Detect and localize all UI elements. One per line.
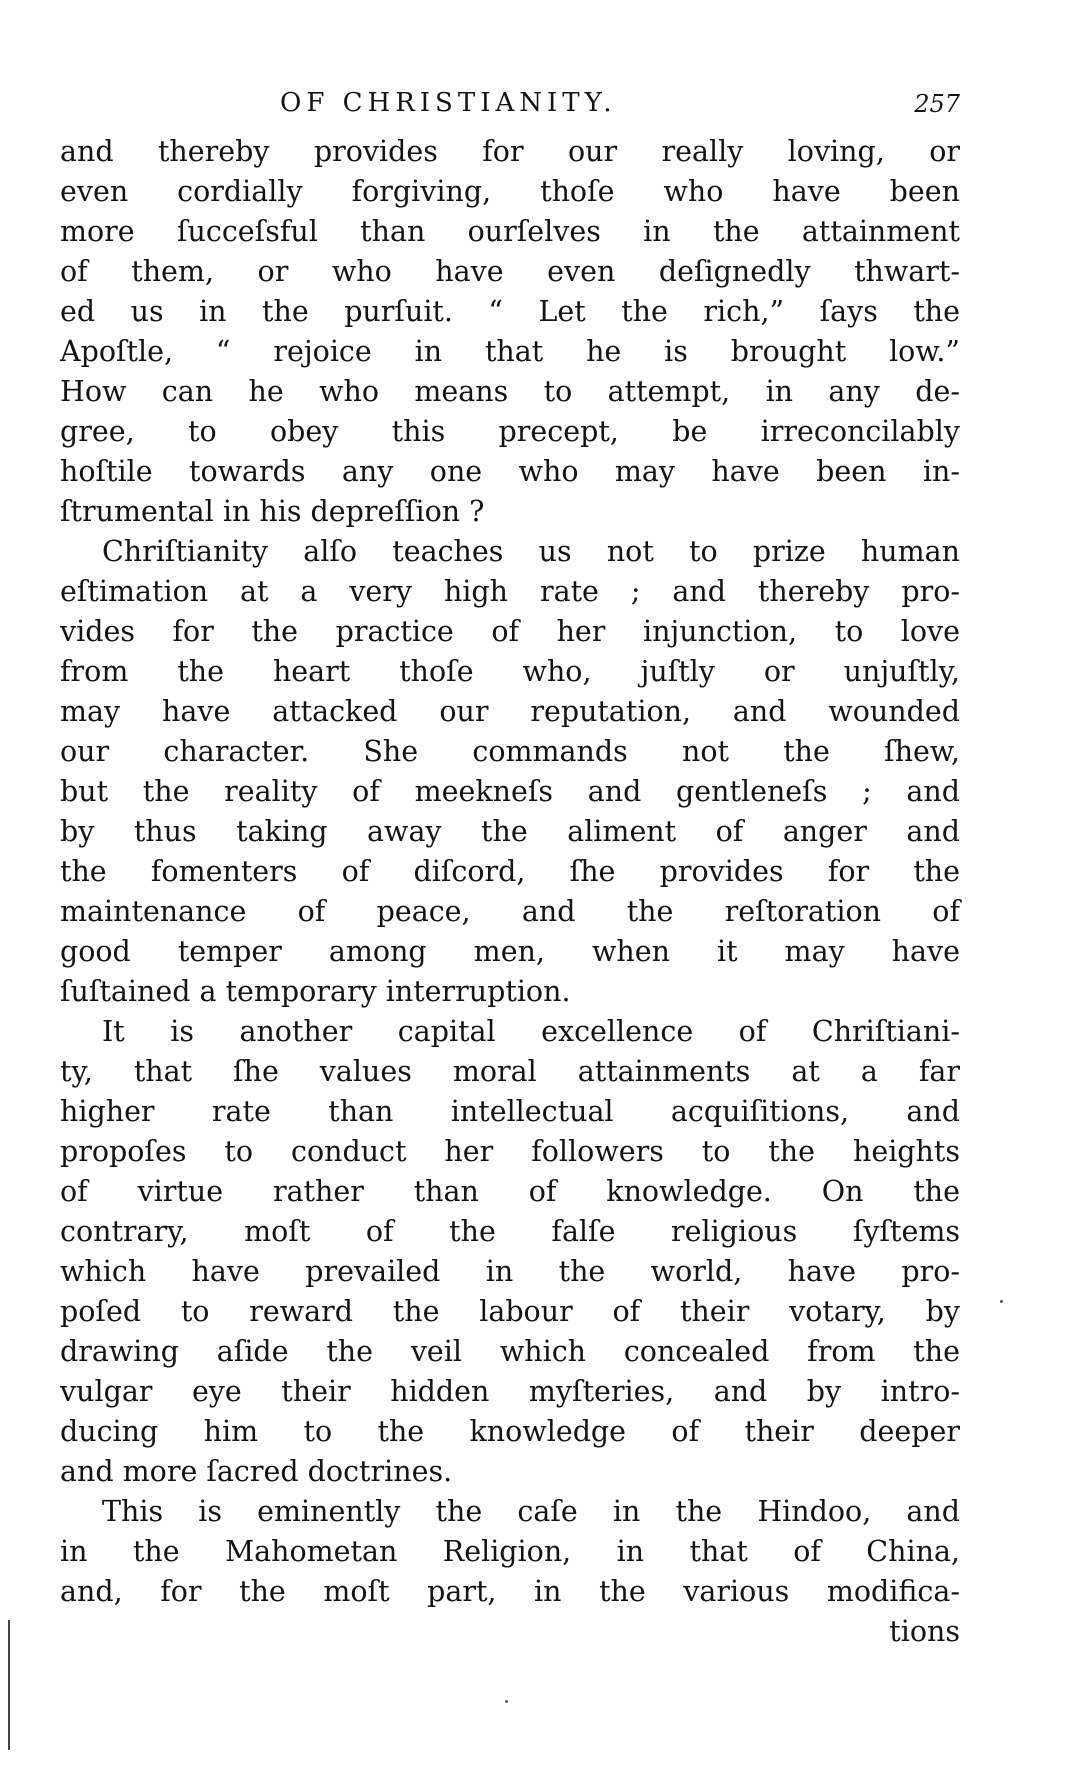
page-number: 257: [914, 90, 960, 118]
text-line: Chriſtianity alſo teaches us not to prize human: [102, 535, 960, 568]
paragraph-4: [60, 1492, 960, 1612]
text-line: drawing aſide the veil which concealed from the: [60, 1335, 960, 1368]
text-line: How can he who means to attempt, in any de-: [60, 375, 960, 408]
paragraph-1: [60, 132, 960, 532]
text-line: hoſtile towards any one who may have been in-: [60, 455, 960, 488]
text-line: more ſucceſsful than ourſelves in the attainment: [60, 215, 960, 248]
text-line: and, for the moſt part, in the various modifica-: [60, 1575, 960, 1608]
text-line: contrary, moſt of the falſe religious ſyſtems: [60, 1215, 960, 1248]
book-page: [60, 88, 960, 1652]
text-line: good temper among men, when it may have: [60, 935, 960, 968]
text-line: even cordially forgiving, thoſe who have been: [60, 175, 960, 208]
text-line: higher rate than intellectual acquiſitions, and: [60, 1095, 960, 1128]
text-line: maintenance of peace, and the reſtoration of: [60, 895, 960, 928]
text-line: vulgar eye their hidden myſteries, and by intro-: [60, 1375, 960, 1408]
text-line: and thereby provides for our really loving, or: [60, 135, 960, 168]
text-line: ty, that ſhe values moral attainments at a far: [60, 1055, 960, 1088]
text-line: ed us in the purſuit. “ Let the rich,” ſays the: [60, 295, 960, 328]
text-line: from the heart thoſe who, juſtly or unjuſtly,: [60, 655, 960, 688]
text-line: ſuſtained a temporary interruption.: [60, 975, 571, 1008]
body-text: [60, 132, 960, 1652]
text-line: propoſes to conduct her followers to the heights: [60, 1135, 960, 1168]
text-line: gree, to obey this precept, be irreconcilably: [60, 415, 960, 448]
binding-edge-mark: [8, 1620, 10, 1750]
text-line: eſtimation at a very high rate ; and thereby pro-: [60, 575, 960, 608]
text-line: but the reality of meekneſs and gentleneſs ; and: [60, 775, 960, 808]
text-line: vides for the practice of her injunction, to love: [60, 615, 960, 648]
text-line: in the Mahometan Religion, in that of China,: [60, 1535, 960, 1568]
ink-speck: [1000, 1300, 1003, 1303]
text-line: our character. She commands not the ſhew,: [60, 735, 960, 768]
running-head: [60, 88, 960, 132]
text-line: of them, or who have even deſignedly thwart-: [60, 255, 960, 288]
paragraph-3: [60, 1012, 960, 1492]
text-line: ducing him to the knowledge of their deeper: [60, 1415, 960, 1448]
text-line: and more ſacred doctrines.: [60, 1455, 453, 1488]
text-line: of virtue rather than of knowledge. On the: [60, 1175, 960, 1208]
text-line: the fomenters of diſcord, ſhe provides for the: [60, 855, 960, 888]
text-line: poſed to reward the labour of their votary, by: [60, 1295, 960, 1328]
text-line: by thus taking away the aliment of anger and: [60, 815, 960, 848]
text-line: which have prevailed in the world, have pro-: [60, 1255, 960, 1288]
ink-speck: [505, 1700, 508, 1703]
text-line: It is another capital excellence of Chriſtiani-: [102, 1015, 960, 1048]
text-line: ſtrumental in his depreſſion ?: [60, 495, 485, 528]
running-title: OF CHRISTIANITY.: [280, 88, 617, 118]
text-line: Apoſtle, “ rejoice in that he is brought low.”: [60, 335, 960, 368]
paragraph-2: [60, 532, 960, 1012]
text-line: This is eminently the caſe in the Hindoo, and: [102, 1495, 960, 1528]
text-line: may have attacked our reputation, and wounded: [60, 695, 960, 728]
catchword: tions: [889, 1615, 960, 1648]
